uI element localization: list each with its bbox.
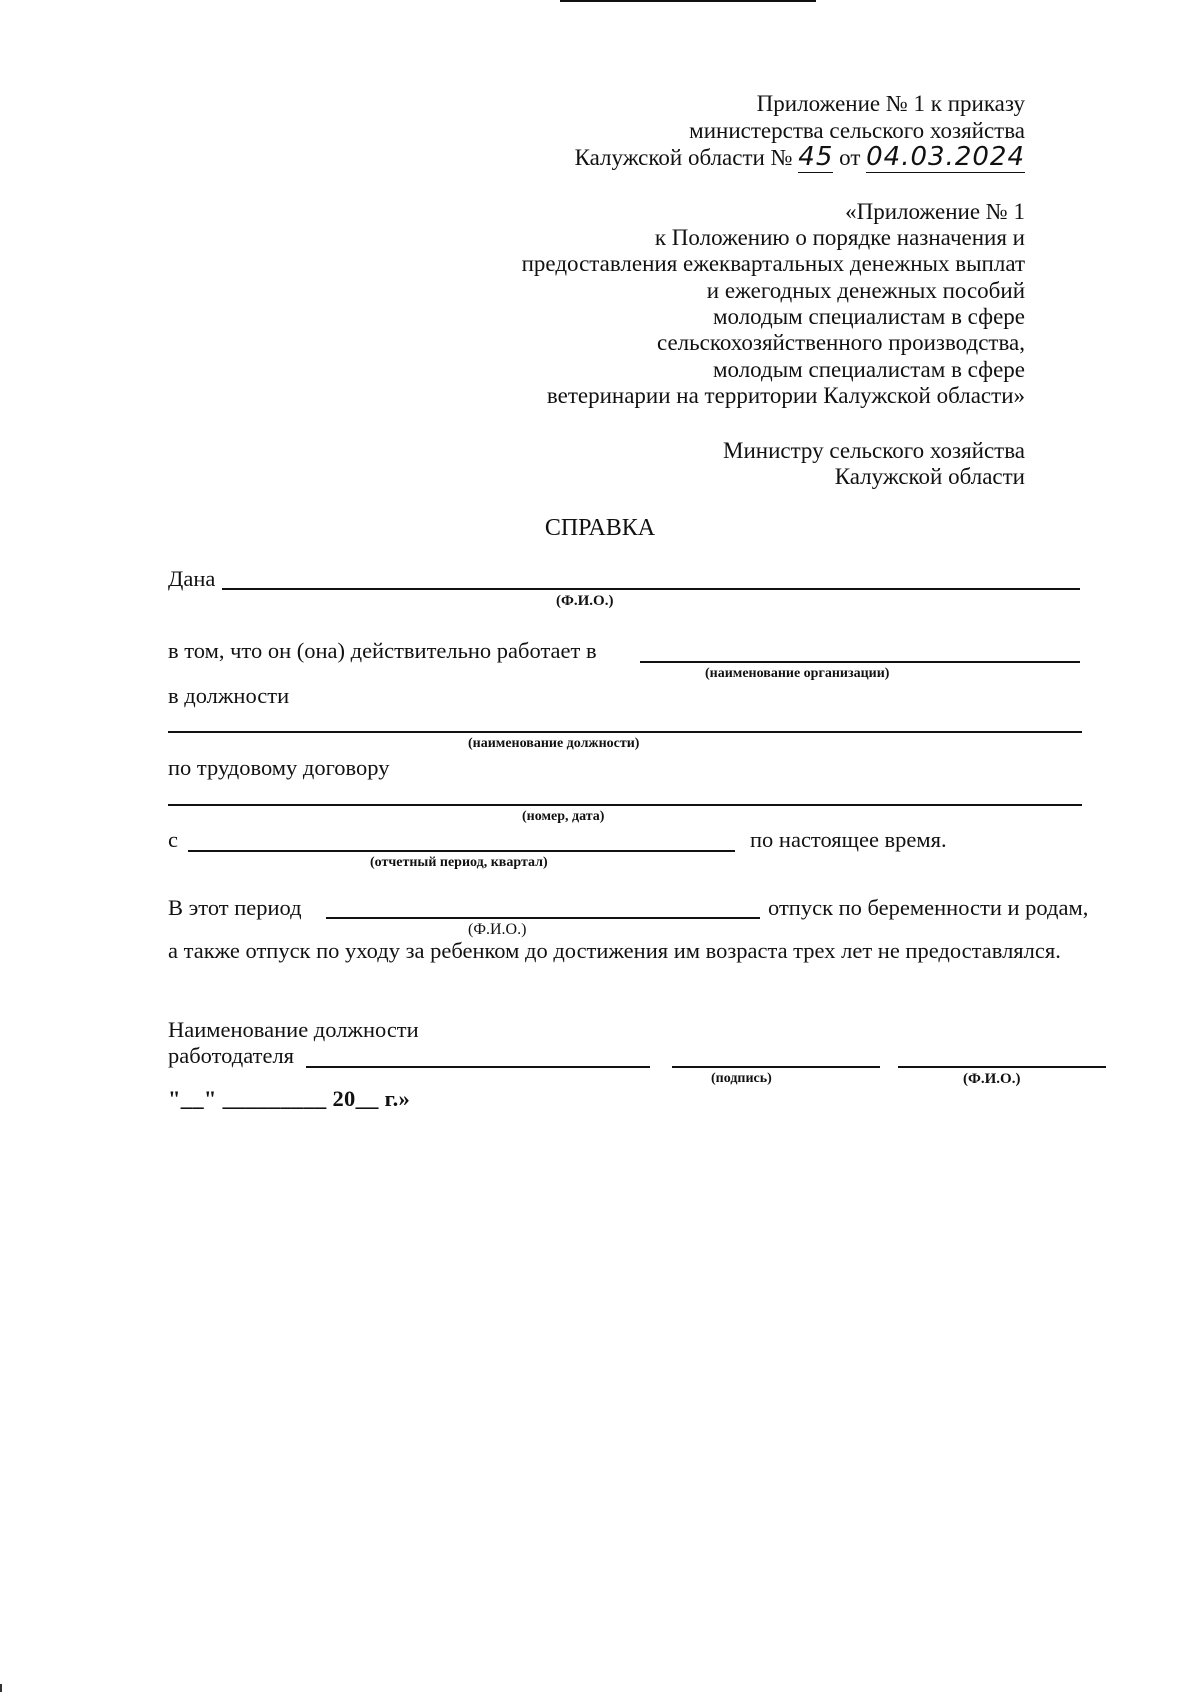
until-label: по настоящее время.: [750, 827, 947, 852]
employer-position-blank-line[interactable]: [306, 1066, 650, 1068]
order-number-handwritten: 45: [798, 142, 834, 172]
fio-caption-2: (Ф.И.О.): [468, 921, 527, 938]
scan-artifact-mark: [0, 1684, 2, 1692]
organization-caption: (наименование организации): [705, 666, 890, 681]
document-title: СПРАВКА: [544, 515, 656, 541]
appendix-line-4: и ежегодных денежных пособий: [706, 278, 1025, 303]
signature-caption: (подпись): [711, 1071, 772, 1086]
header-line-2: министерства сельского хозяйства: [689, 118, 1025, 143]
header-line-3: [575, 143, 1025, 172]
appendix-line-8: ветеринарии на территории Калужской области»: [546, 383, 1025, 408]
employee-fio-blank-line[interactable]: [326, 917, 760, 919]
fio-caption-3: (Ф.И.О.): [963, 1071, 1021, 1087]
fio-caption: (Ф.И.О.): [556, 593, 614, 609]
top-edge-line: [560, 0, 816, 2]
given-label: Дана: [168, 566, 216, 591]
position-label: в должности: [168, 683, 290, 708]
position-caption: (наименование должности): [468, 736, 640, 751]
fio-blank-line[interactable]: [222, 588, 1080, 590]
signature-blank-line[interactable]: [672, 1066, 880, 1068]
works-label: в том, что он (она) действительно работает в: [168, 638, 597, 663]
appendix-line-3: предоставления ежеквартальных денежных выплат: [521, 251, 1025, 276]
contract-caption: (номер, дата): [522, 809, 605, 824]
from-label: с: [168, 827, 178, 852]
addressee-line-1: Министру сельского хозяйства: [723, 438, 1025, 463]
period-blank-line[interactable]: [188, 850, 735, 852]
date-line: "__" _________ 20__ г.»: [168, 1086, 411, 1111]
period-label: В этот период: [168, 895, 302, 920]
order-date-handwritten: 04.03.2024: [866, 142, 1025, 172]
employer-label-1: Наименование должности: [168, 1017, 419, 1042]
header-line-3-prefix: Калужской области №: [574, 145, 793, 170]
position-blank-line[interactable]: [168, 731, 1082, 733]
contract-blank-line[interactable]: [168, 804, 1082, 806]
header-line-1: Приложение № 1 к приказу: [756, 91, 1025, 116]
appendix-line-6: сельскохозяйственного производства,: [656, 330, 1025, 355]
appendix-line-2: к Положению о порядке назначения и: [654, 225, 1025, 250]
organization-blank-line[interactable]: [640, 661, 1080, 663]
appendix-line-7: молодым специалистам в сфере: [712, 357, 1025, 382]
leave-paragraph: а также отпуск по уходу за ребенком до достижения им возраста трех лет не предоставлялся.: [168, 938, 1061, 963]
employer-label-2: работодателя: [168, 1043, 295, 1068]
appendix-line-5: молодым специалистам в сфере: [712, 304, 1025, 329]
leave-label: отпуск по беременности и родам,: [768, 895, 1089, 920]
employer-fio-blank-line[interactable]: [898, 1066, 1106, 1068]
appendix-line-1: «Приложение № 1: [845, 199, 1025, 224]
header-line-3-mid: от: [839, 145, 861, 170]
contract-label: по трудовому договору: [168, 755, 390, 780]
addressee-line-2: Калужской области: [834, 464, 1025, 489]
period-caption: (отчетный период, квартал): [370, 855, 548, 870]
